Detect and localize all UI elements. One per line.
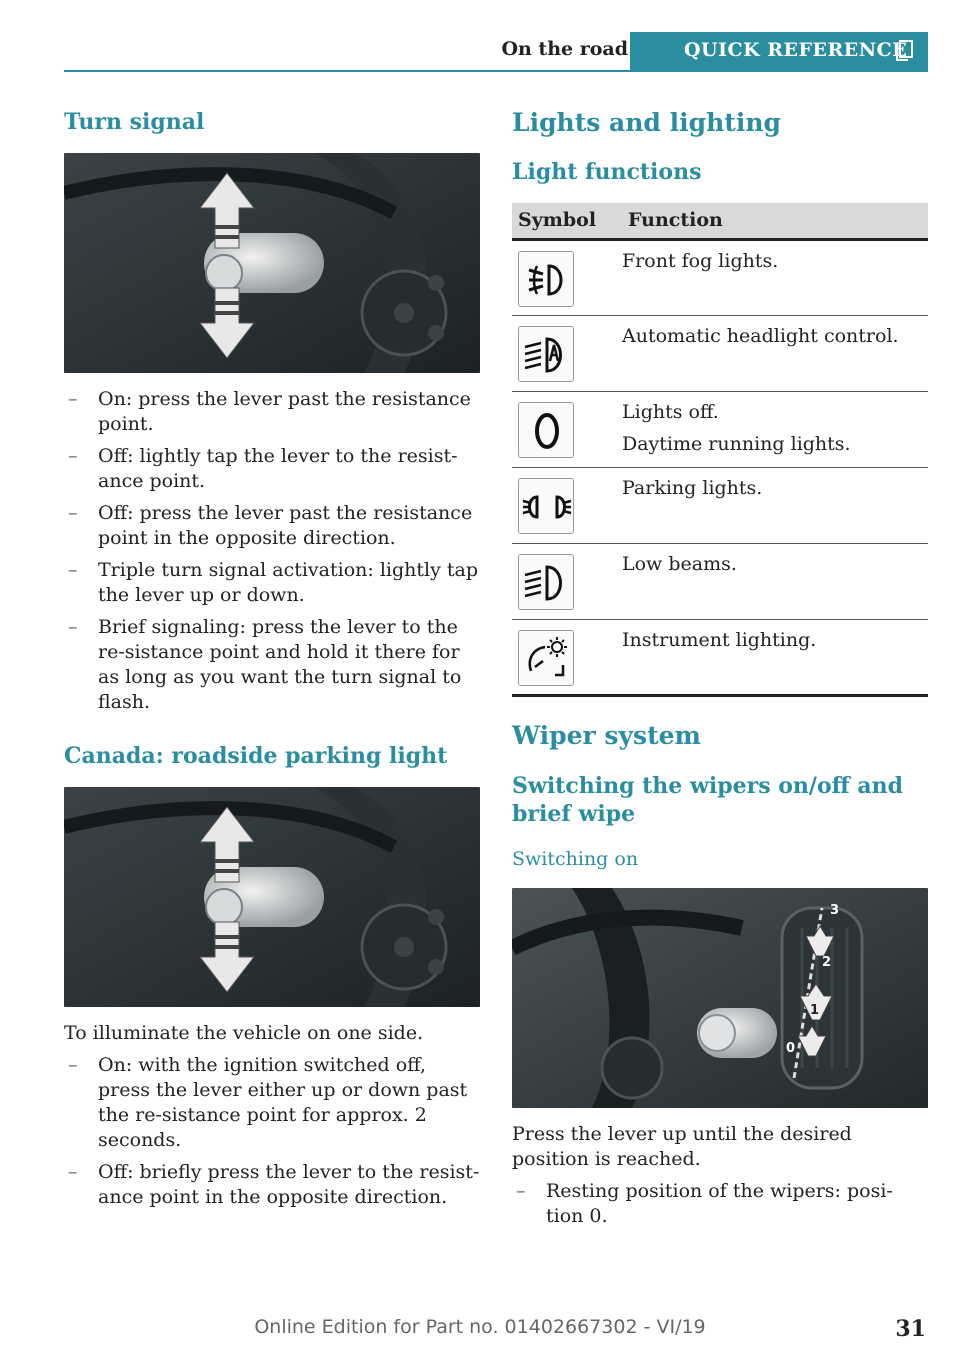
instrument-lighting-icon	[519, 631, 575, 687]
list-item: – On: press the lever past the resistance point.	[68, 388, 471, 435]
front-fog-lights-icon	[519, 252, 575, 308]
column-header-symbol: Symbol	[512, 203, 622, 239]
lights-heading: Lights and lighting	[512, 108, 781, 137]
page-header	[64, 32, 928, 72]
canada-list	[64, 1053, 480, 1210]
table-row	[512, 315, 928, 391]
list-item: – On: with the ignition switched off, press the lever either up or down past the re-sistance point for approx. 2 seconds.	[68, 1054, 468, 1151]
wiper-heading: Wiper system	[512, 720, 701, 750]
section-title: On the road	[501, 38, 628, 60]
function-text: Instrument lighting.	[622, 628, 817, 651]
wiper-list	[512, 1179, 928, 1229]
turn-signal-photo	[64, 153, 480, 373]
canada-intro: To illuminate the vehicle on one side.	[64, 1022, 424, 1044]
page-number: 31	[895, 1316, 926, 1342]
function-text: Front fog lights.	[622, 249, 779, 272]
quick-reference-icon	[894, 40, 914, 62]
wiper-photo	[512, 888, 928, 1108]
right-column	[512, 100, 928, 1236]
automatic-headlight-icon	[519, 327, 575, 383]
canada-heading: Canada: roadside parking light	[64, 743, 448, 769]
lights-off-icon	[519, 403, 575, 459]
switching-on-heading: Switching on	[512, 847, 639, 870]
wiper-position-3-label: 3	[830, 902, 840, 918]
table-row	[512, 239, 928, 315]
list-item: – Off: briefly press the lever to the resist-ance point in the opposite direction.	[68, 1161, 480, 1208]
footer-edition: Online Edition for Part no. 01402667302 - VI/19	[254, 1316, 706, 1338]
table-row	[512, 391, 928, 467]
parking-lights-icon	[519, 479, 575, 535]
function-text: Parking lights.	[622, 476, 763, 499]
wiper-position-2-label: 2	[822, 954, 832, 970]
table-row	[512, 467, 928, 543]
list-item: – Resting position of the wipers: posi-tion 0.	[516, 1179, 893, 1227]
parking-light-photo	[64, 787, 480, 1007]
function-text: Daytime running lights.	[622, 432, 851, 455]
quick-reference-tab[interactable]	[630, 32, 928, 70]
light-functions-heading: Light functions	[512, 159, 702, 185]
wiper-text: Press the lever up until the desired position is reached.	[512, 1122, 852, 1170]
function-text: Lights off.	[622, 400, 719, 423]
turn-signal-list	[64, 387, 480, 715]
turn-signal-heading: Turn signal	[64, 109, 205, 135]
wiper-position-1-label: 1	[810, 1002, 820, 1018]
list-item: – Off: press the lever past the resistance point in the opposite direction.	[68, 502, 473, 549]
wiper-position-0-label: 0	[786, 1040, 796, 1056]
light-functions-table	[512, 203, 928, 697]
list-item: – Triple turn signal activation: lightly tap the lever up or down.	[68, 559, 478, 606]
table-row	[512, 619, 928, 695]
function-text: Low beams.	[622, 552, 737, 575]
list-item: – Off: lightly tap the lever to the resist-ance point.	[68, 445, 458, 492]
low-beams-icon	[519, 555, 575, 611]
column-header-function: Function	[622, 203, 928, 239]
list-item: – Brief signaling: press the lever to the re-sistance point and hold it there for as long as you want the turn signal to flash.	[68, 616, 462, 713]
wiper-subheading: Switching the wipers on/off and brief wipe	[512, 772, 903, 827]
left-column	[64, 100, 480, 1217]
table-row	[512, 543, 928, 619]
tab-label: QUICK REFERENCE	[684, 39, 908, 61]
function-text: Automatic headlight control.	[622, 324, 899, 347]
